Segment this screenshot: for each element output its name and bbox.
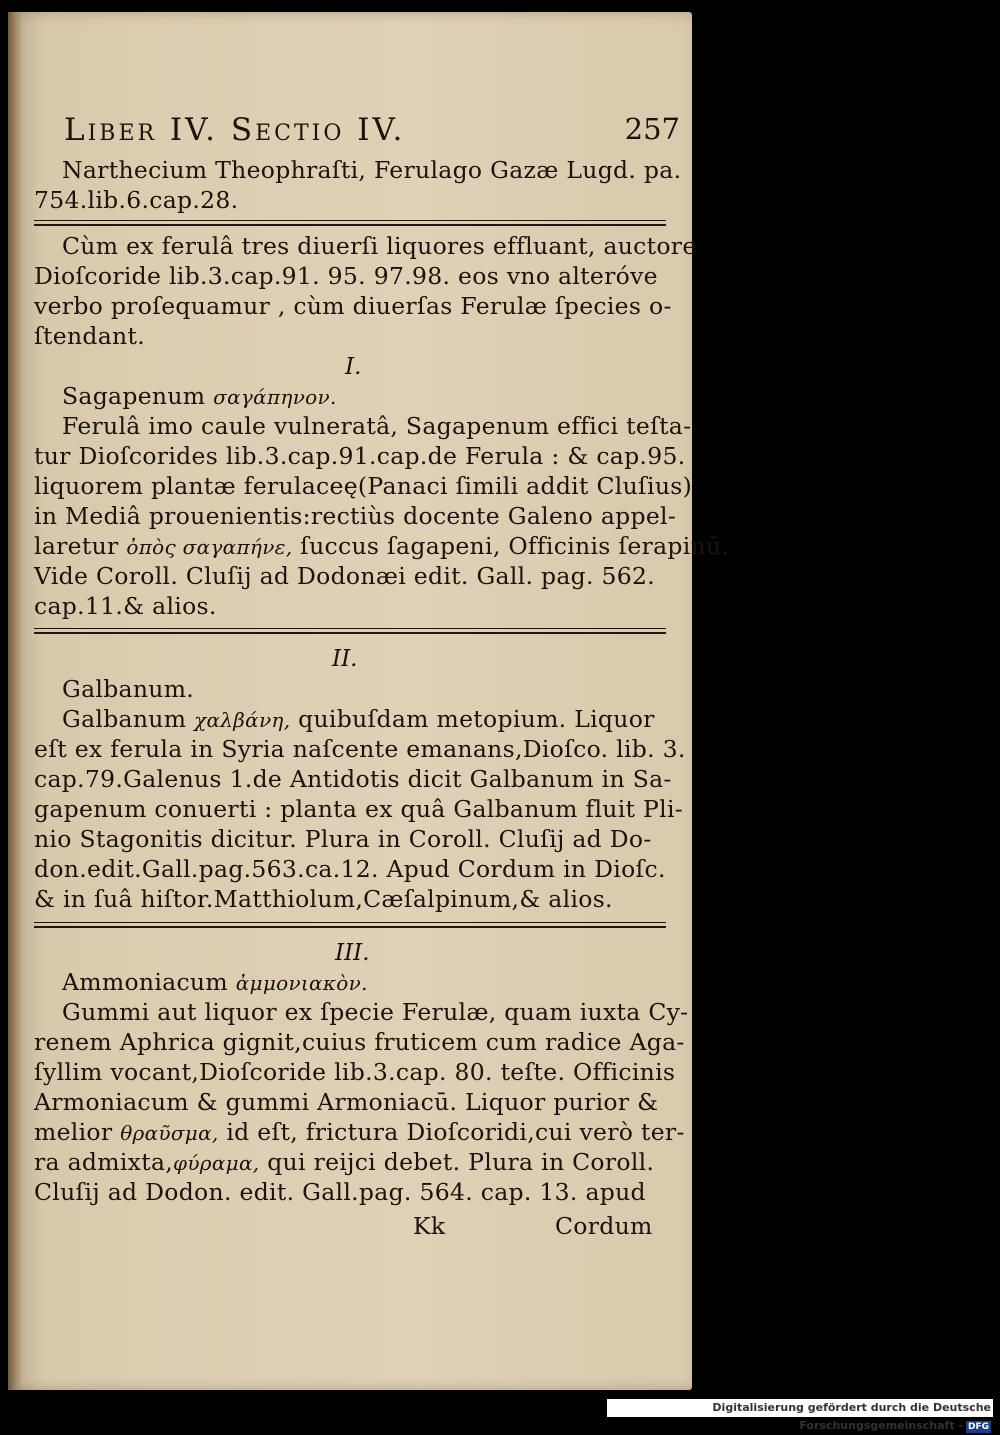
section1-line-3: liquorem plantæ ferulaceę(Panaci ſimili addit Cluſius) [34,472,693,500]
section3-heading-latin: Ammoniacum [62,968,228,996]
credit-text: Digitalisierung gefördert durch die Deutsche Forschungsgemeinschaft - [712,1401,991,1432]
section1-heading-latin: Sagapenum [62,382,206,410]
section1-line-2: tur Dioſcorides lib.3.cap.91.cap.de Ferula : & cap.95. [34,442,686,470]
section1-line-4: in Mediâ prouenientis:rectiùs docente Galeno appel- [34,502,677,530]
section3-line-6-latin: ra admixta, [34,1148,174,1176]
section3-line-5-latin: melior [34,1118,121,1146]
section1-line-5-tail: ſuccus ſagapeni, Officinis ſerapinū. [292,532,730,560]
section2-line-7: & in ſuâ hiſtor.Matthiolum,Cæſalpinum,& alios. [34,885,613,913]
section3-heading [62,968,368,996]
section2-heading: Galbanum. [62,675,195,703]
dfg-logo: DFG [967,1422,989,1432]
section-numeral-2: II. [332,646,358,672]
section3-line-6-greek: φύραμα, [173,1151,260,1175]
section3-line-5 [34,1118,685,1146]
section2-line-5: nio Stagonitis dicitur. Plura in Coroll. Cluſij ad Do- [34,825,652,853]
section3-line-5-post: id eſt, frictura Dioſcoridi,cui verò ter- [218,1118,685,1146]
section1-line-5 [34,532,729,560]
page-number: 257 [624,112,680,146]
section2-line-6: don.edit.Gall.pag.563.ca.12. Apud Cordum in Dioſc. [34,855,666,883]
section2-line-1-latin: Galbanum [62,705,195,733]
section1-line-6: Vide Coroll. Cluſij ad Dodonæi edit. Gall. pag. 562. [34,562,656,590]
section2-line-4: gapenum conuerti : planta ex quâ Galbanum fluit Pli- [34,795,684,823]
section-rule-3 [34,922,666,923]
running-title: Liber IV. Sectio IV. [64,112,406,148]
section3-line-6 [34,1148,654,1176]
section3-line-5-greek: θραῦσμα, [120,1121,219,1145]
section-numeral-1: I. [345,354,362,380]
section1-heading-greek: σαγάπηνον. [213,385,337,409]
binding-edge [8,12,22,1390]
section1-heading [62,382,337,410]
section-numeral-3: III. [335,940,370,966]
section3-heading-greek: ἀμμονιακὸν. [235,971,368,995]
section2-line-2: eſt ex ferula in Syria naſcente emanans,Dioſco. lib. 3. [34,735,686,763]
section2-line-1-post: quibuſdam metopium. Liquor [290,705,655,733]
section-rule-2 [34,628,666,629]
section3-line-3: ſyllim vocant,Dioſcoride lib.3.cap. 80. teſte. Officinis [34,1058,676,1086]
section-rule-1 [34,220,666,221]
section2-line-1-greek: χαλβάνη, [194,708,291,732]
section3-line-6-post: qui reijci debet. Plura in Coroll. [259,1148,655,1176]
section3-line-4: Armoniacum & gummi Armoniacū. Liquor purior & [34,1088,659,1116]
running-header [64,112,684,152]
section3-line-2: renem Aphrica gignit,cuius fruticem cum radice Aga- [34,1028,685,1056]
section1-line-7: cap.11.& alios. [34,592,217,620]
preface-line-2: Dioſcoride lib.3.cap.91. 95. 97.98. eos vno alteróve [34,262,658,290]
section2-line-1 [62,705,655,733]
digitization-credit [607,1399,993,1432]
section2-line-3: cap.79.Galenus 1.de Antidotis dicit Galbanum in Sa- [34,765,672,793]
intro-line-2: 754.lib.6.cap.28. [34,186,239,214]
preface-line-4: ſtendant. [34,322,145,350]
section3-line-7: Cluſij ad Dodon. edit. Gall.pag. 564. cap. 13. apud [34,1178,646,1206]
section1-line-5-latin: laretur [34,532,119,560]
signature-mark: Kk [413,1212,446,1240]
section1-line-5-greek: ὀπὸς σαγαπήνε, [126,535,293,559]
intro-line-1: Narthecium Theophraſti, Ferulago Gazæ Lugd. pa. [62,156,682,184]
preface-line-1: Cùm ex ferulâ tres diuerſi liquores effluant, auctore [62,232,697,260]
section1-line-1: Ferulâ imo caule vulneratâ, Sagapenum effici teſta- [62,412,692,440]
section3-line-1: Gummi aut liquor ex ſpecie Ferulæ, quam iuxta Cy- [62,998,689,1026]
preface-line-3: verbo proſequamur , cùm diuerſas Ferulæ ſpecies o- [34,292,672,320]
catchword: Cordum [555,1212,653,1240]
